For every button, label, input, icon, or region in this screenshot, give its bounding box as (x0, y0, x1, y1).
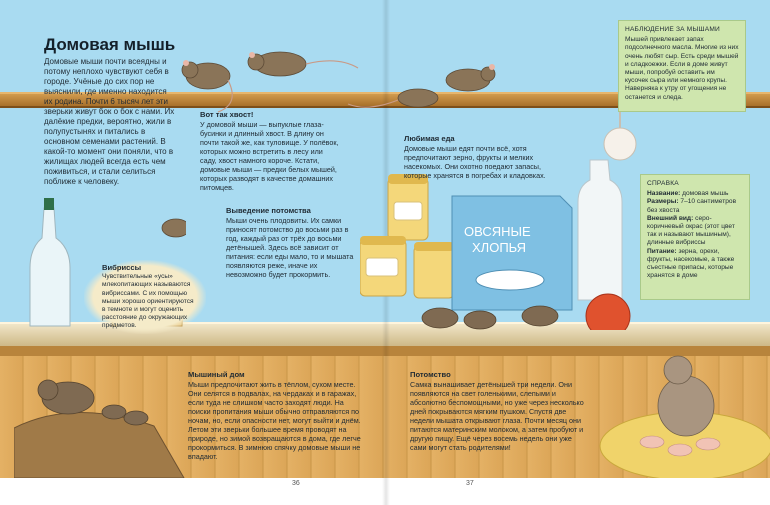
home-section (188, 370, 364, 461)
page-number-left: 36 (292, 480, 300, 487)
whiskers-heading: Вибриссы (102, 263, 142, 272)
breeding-heading: Выведение потомства (226, 206, 311, 215)
food-section (404, 134, 554, 180)
offspring-section (410, 370, 590, 452)
reference-label: Питание: (647, 247, 677, 255)
nest-illustration (596, 342, 770, 478)
garlic-illustration (600, 108, 640, 164)
home-heading: Мышиный дом (188, 370, 245, 379)
basket-mice-illustration (14, 368, 194, 478)
reference-item (647, 190, 743, 198)
observation-box (618, 20, 746, 112)
whiskers-callout (84, 260, 206, 334)
reference-box (640, 174, 750, 300)
whiskers-section (84, 260, 206, 331)
page-number-right: 37 (466, 480, 474, 487)
home-body: Мыши предпочитают жить в тёплом, сухом месте. Они селятся в подвалах, на чердаках и в гаражах, если туда не слишком часто заходят люди. На поиски пропитания мыши обычно отправляются по ночам, но, если опасности нет, могут выйти и днём. Летом эти зверьки большее время проводят на природе, но зимой возвращаются в дома, где легче прокормиться. В зимнюю спячку домовые мыши не впадают. (188, 380, 361, 461)
package-line-1: ОВСЯНЫЕ (464, 224, 531, 239)
reference-value: серо-коричневый окрас (этот цвет так и называют мышиным), длинные вибриссы (647, 214, 735, 247)
observation-title: НАБЛЮДЕНИЕ ЗА МЫШАМИ (625, 26, 720, 33)
reference-label: Внешний вид: (647, 214, 694, 222)
reference-value: домовая мышь (682, 190, 729, 198)
reference-item (647, 215, 743, 248)
food-heading: Любимая еда (404, 134, 455, 143)
offspring-heading: Потомство (410, 370, 451, 379)
reference-label: Название: (647, 190, 681, 198)
reference-item (647, 248, 743, 281)
package-line-2: ХЛОПЬЯ (472, 240, 526, 255)
reference-label: Размеры: (647, 198, 679, 206)
shelf-mice-illustration (168, 34, 518, 114)
food-body: Домовые мыши едят почти всё, хотя предпочитают зерно, фрукты и мелких насекомых. Они охотно поедают запасы, которые хранятся в погребах и кладовках. (404, 144, 546, 180)
observation-body: Мышей привлекает запах подсолнечного масла. Многие из них очень любят сыр. Есть среди мышей и сладкоежки. Если в доме живут мыши, попробуй оставить им кусочек сыра или немного крупы. Наверняка к утру от угощения не останется и следа. (625, 36, 739, 101)
page-title: Домовая мышь (44, 35, 176, 54)
offspring-body: Самка вынашивает детёнышей три недели. Они появляются на свет голенькими, слепыми и абсолютно беспомощными, но уже через несколько дней покрываются мягким пушком. Спустя две недели мышата открывают глаза. Почти месяц они питаются материнским молоком, а затем пробуют и другую пищу. Ещё через восемь недель они уже сами могут стать родителями! (410, 380, 584, 452)
reference-item (647, 198, 743, 214)
whiskers-body: Чувствительные «усы» млекопитающих называются вибриссами. С их помощью мыши хорошо ориентируются в темноте и могут оценить расстояние до окружающих предметов. (102, 273, 194, 330)
tail-section (200, 110, 340, 192)
reference-title: СПРАВКА (647, 180, 679, 187)
tail-heading: Вот так хвост! (200, 110, 254, 119)
breeding-body: Мыши очень плодовиты. Их самки приносят потомство до восьми раз в год, каждый раз от трёх до восьми детёнышей. Здесь всё зависит от питания: если еды мало, то и мышата появляются реже, иначе их невозможно будет прокормить. (226, 216, 354, 279)
intro-paragraph: Домовые мыши почти всеядны и потому неплохо чувствуют себя в городе. Учёные до сих пор не выяснили, где именно находится их родина. Почти 6 тысяч лет эти зверьки живут бок о бок с нами. Их далёкие предки, вероятно, жили в полупустынях и питались в основном семенами растений. В какой-то момент они поняли, что в жилищах людей всегда есть чем поживиться, и стали селиться поближе к человеку. (44, 57, 175, 186)
reference-value: 7–10 сантиметров без хвоста (647, 198, 737, 214)
tail-body: У домовой мыши — выпуклые глаза-бусинки и длинный хвост. В длину он почти такой же, как туловище. У полёвок, которых можно встретить в лесу или саду, хвост намного короче. Кстати, домовые мыши — предки белых мышей, которых разводят в качестве домашних питомцев. (200, 120, 339, 192)
breeding-section (226, 206, 356, 279)
reference-value: зерна, орехи, фрукты, насекомые, а также съестные припасы, которые хранятся в доме (647, 247, 735, 280)
